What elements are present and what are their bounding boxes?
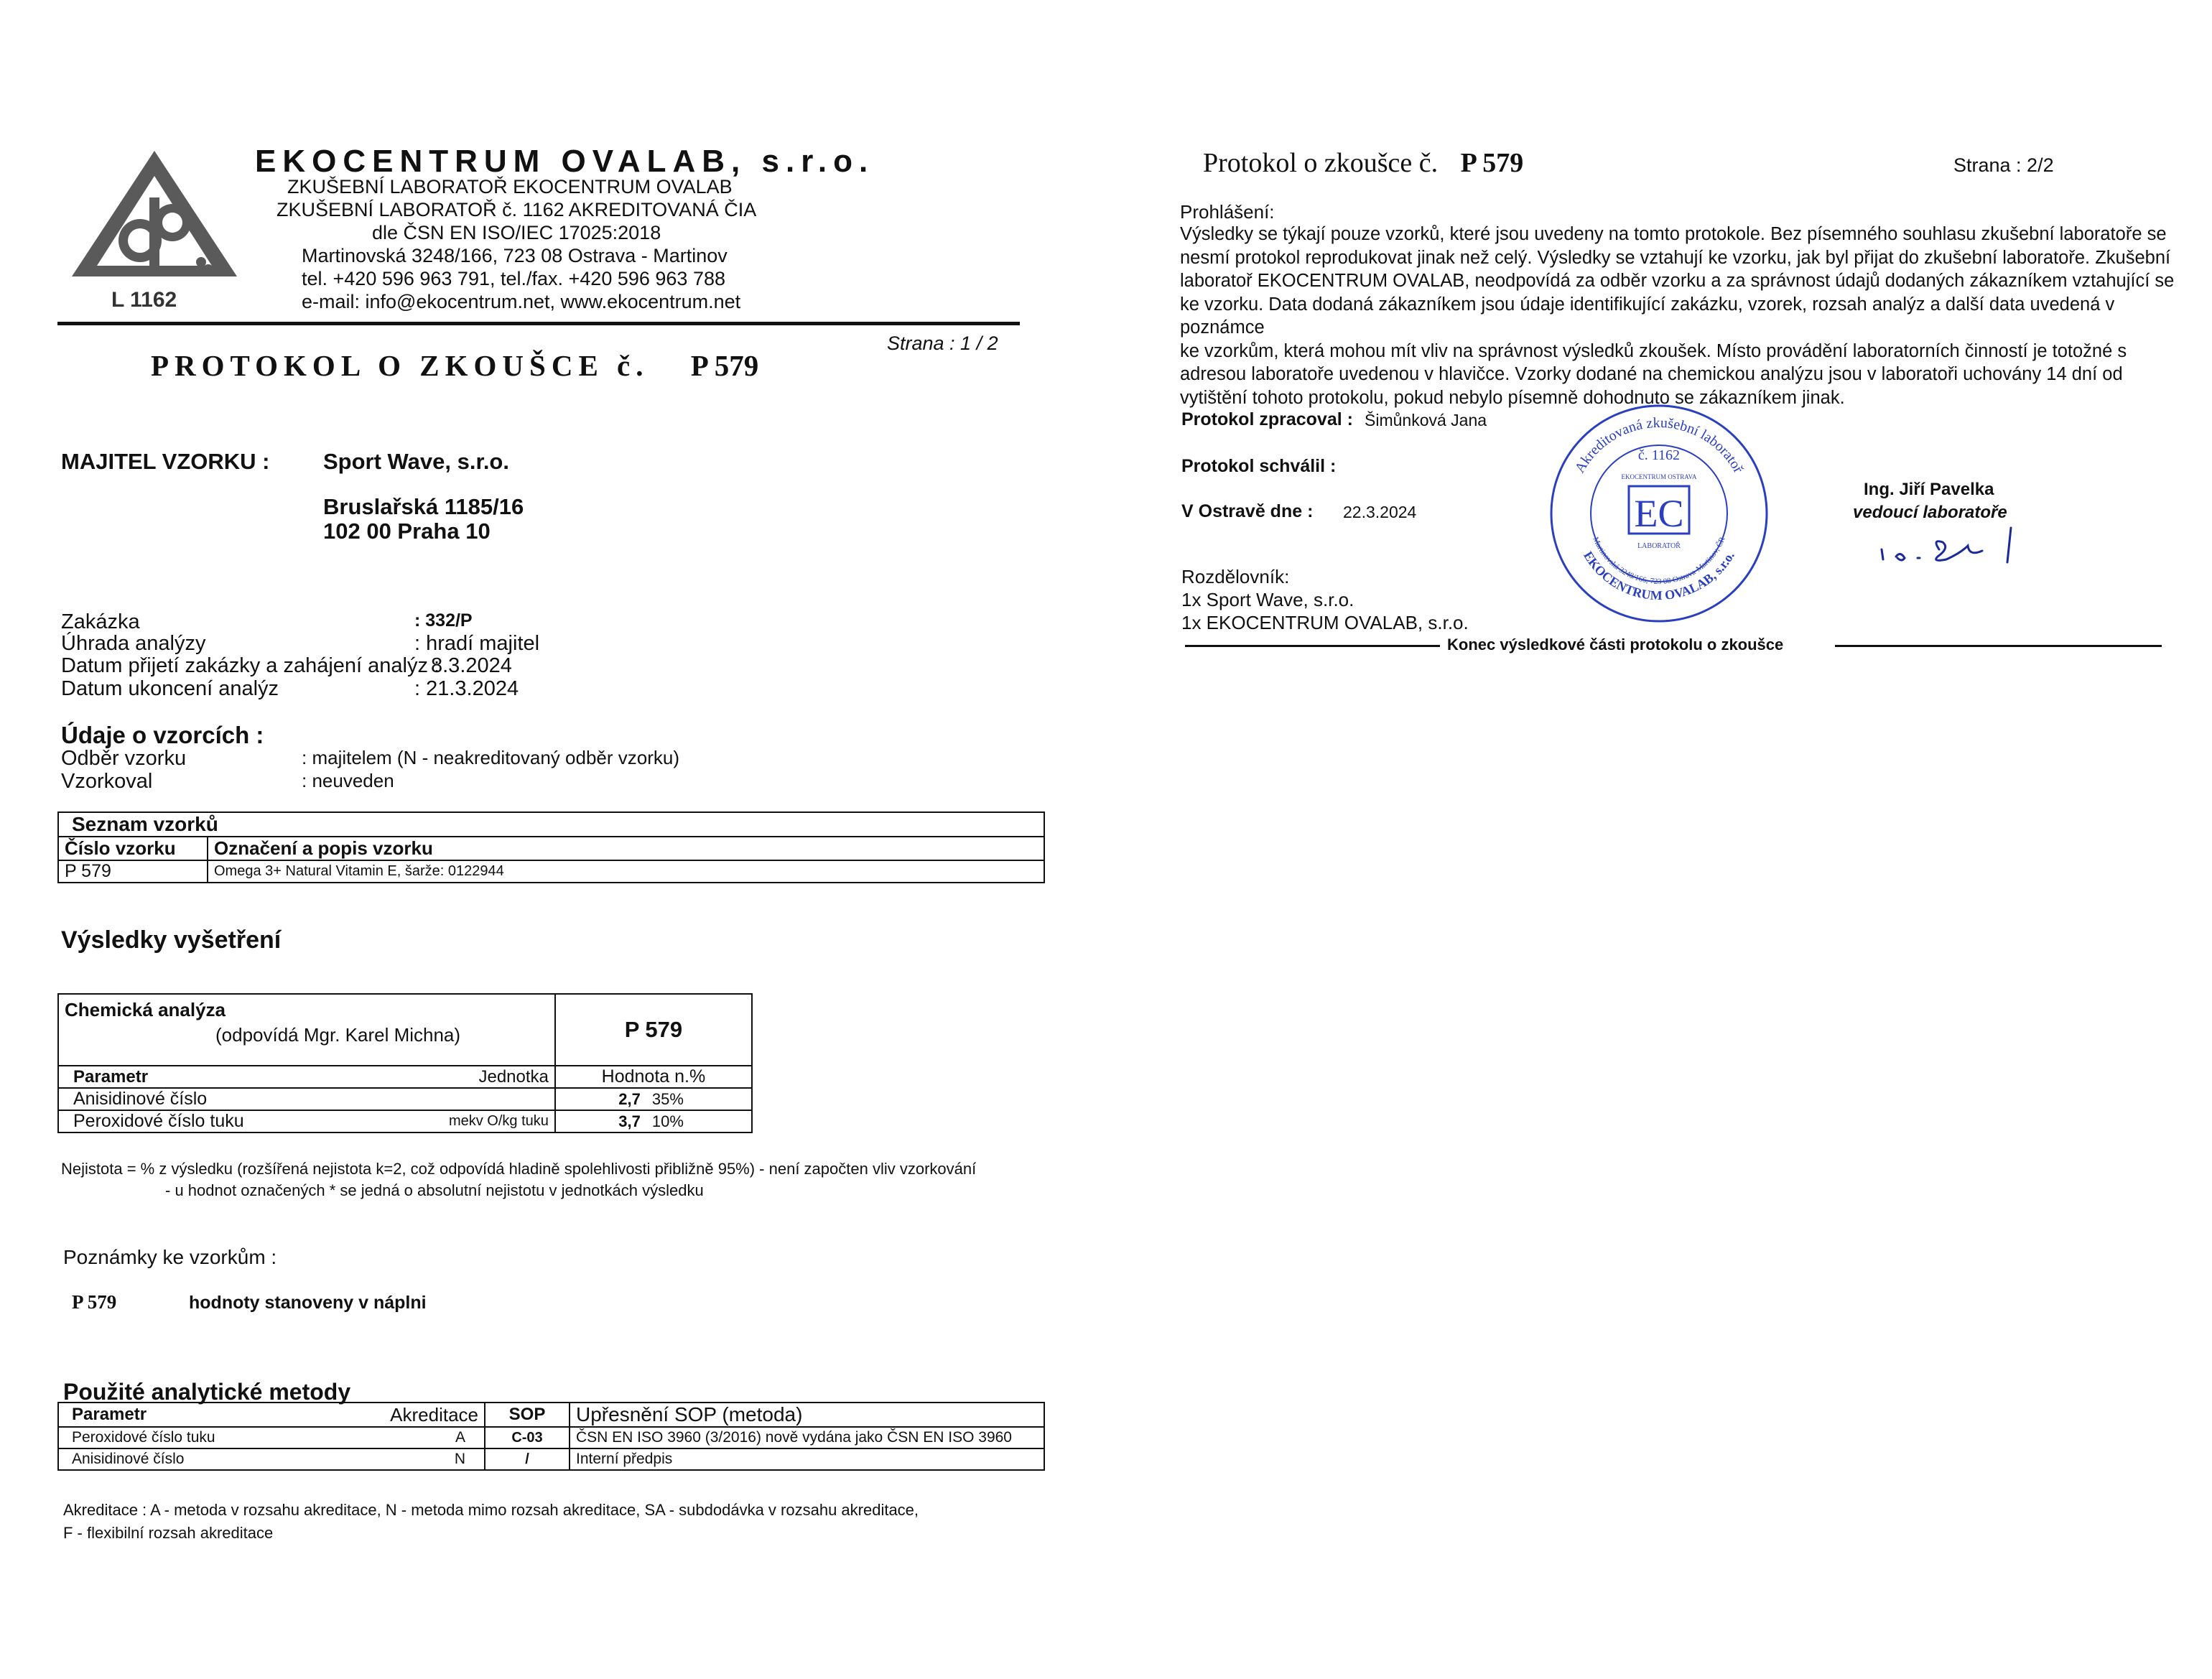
methods-upr-cell: Interní předpis: [570, 1448, 1044, 1470]
notes-text: hodnoty stanoveny v náplni: [189, 1293, 427, 1313]
declaration-line: Výsledky se týkají pouze vzorků, které jsou uvedeny na tomto protokole. Bez písemného souhlasu zkušební laboratoře se: [1180, 224, 2167, 244]
laboratory-logo: [65, 147, 244, 312]
ukonceni-value: : 21.3.2024: [414, 677, 519, 700]
zakazka-label: Zakázka: [61, 610, 140, 633]
methods-upr-header: Upřesnění SOP (metoda): [570, 1403, 1044, 1427]
methods-akr-cell: N: [365, 1448, 485, 1470]
declaration-line: ke vzorku. Data dodaná zákazníkem jsou údaje identifikující zakázku, vzorek, rozsah analýz a další data uvedená v poznámce: [1180, 294, 2115, 338]
methods-akr-header: Akreditace: [365, 1403, 485, 1427]
results-table: [57, 993, 753, 1133]
right-title-text: Protokol o zkoušce č.: [1203, 148, 1439, 178]
methods-heading: Použité analytické metody: [63, 1379, 351, 1405]
odber-label: Odběr vzorku: [61, 747, 187, 770]
end-rule-right: [1835, 645, 2162, 647]
declaration-line: vytištění tohoto protokolu, pokud nebylo písemně dohodnuto se zákazníkem jinak.: [1180, 387, 1845, 408]
header-rule: [57, 322, 1020, 325]
sample-desc-header: Označení a popis vzorku: [208, 837, 1044, 860]
declaration-line: adresou laboratoře uvedenou v hlavičce. Vzorky dodané na chemickou analýzu jsou v laboratoři uchovány 14 dní od: [1180, 364, 2123, 384]
samples-heading: Údaje o vzorcích :: [61, 722, 264, 748]
signer-name: Ing. Jiří Pavelka: [1864, 480, 1994, 499]
declaration-line: ke vzorkům, která mohou mít vliv na správnost výsledků zkoušek. Místo provádění laboratorních činností je totožné s: [1180, 340, 2127, 361]
header-line-5: tel. +420 596 963 791, tel./fax. +420 596 963 788: [302, 268, 725, 289]
stamp-inner-bottom: LABORATOŘ: [1637, 542, 1681, 550]
protocol-number: P 579: [690, 349, 759, 382]
distribution-label: Rozdělovník:: [1181, 566, 1290, 587]
declaration-line: nesmí protokol reprodukovat jinak než celý. Výsledky se vztahují ke vzorku, jak byl přijat do zkušební laboratoře. Zkušební: [1180, 247, 2171, 268]
right-protocol-title: [1203, 147, 1523, 179]
prijeti-label: Datum přijetí zakázky a zahájení analýz :: [61, 654, 440, 677]
table-row: [58, 1427, 1044, 1448]
date-value: 22.3.2024: [1343, 503, 1417, 521]
unit-cell: [372, 1088, 555, 1110]
stamp-number: č. 1162: [1637, 447, 1681, 463]
notes-sample: P 579: [72, 1291, 117, 1313]
methods-param-cell: Anisidinové číslo: [58, 1448, 365, 1470]
signature: [1860, 506, 2032, 571]
value-cell: 2,7: [555, 1088, 646, 1110]
unit-cell: mekv O/kg tuku: [372, 1110, 555, 1132]
methods-param-header: Parametr: [58, 1403, 365, 1427]
declaration-text: [1180, 223, 2200, 409]
logo-label: L 1162: [111, 288, 177, 312]
owner-label: MAJITEL VZORKU :: [61, 449, 270, 474]
sample-list-table: [57, 811, 1045, 883]
value-cell: 3,7: [555, 1110, 646, 1132]
zakazka-value: : 332/P: [414, 610, 473, 631]
zpracoval-value: Šimůnková Jana: [1365, 411, 1487, 429]
sample-number-header: Číslo vzorku: [58, 837, 208, 860]
ukonceni-label: Datum ukoncení analýz: [61, 677, 279, 700]
uncertainty-note-2: - u hodnot označených * se jedná o absolutní nejistotu v jednotkách výsledku: [165, 1181, 704, 1199]
sample-desc-cell: Omega 3+ Natural Vitamin E, šarže: 0122944: [208, 860, 1044, 883]
owner-name: Sport Wave, s.r.o.: [323, 449, 509, 474]
distribution-item: 1x Sport Wave, s.r.o.: [1181, 589, 1354, 610]
uhrada-label: Úhrada analýzy: [61, 632, 206, 655]
page-number-right: Strana : 2/2: [1953, 154, 2054, 176]
header-line-1: ZKUŠEBNÍ LABORATOŘ EKOCENTRUM OVALAB: [287, 176, 733, 197]
value-header: Hodnota n.%: [555, 1066, 752, 1088]
uncertainty-note-1: Nejistota = % z výsledku (rozšířená nejistota k=2, což odpovídá hladině spolehlivosti přibližně 95%) - není započten vliv vzorkování: [61, 1160, 977, 1178]
laboratory-stamp: [1544, 399, 1774, 628]
unit-header: Jednotka: [372, 1066, 555, 1088]
vzorkoval-value: : neuveden: [302, 770, 394, 791]
odber-value: : majitelem (N - neakreditovaný odběr vzorku): [302, 747, 679, 768]
header-line-6: e-mail: info@ekocentrum.net, www.ekocentrum.net: [302, 291, 741, 312]
distribution-item: 1x EKOCENTRUM OVALAB, s.r.o.: [1181, 612, 1469, 633]
protocol-title: [151, 348, 758, 383]
param-cell: Peroxidové číslo tuku: [58, 1110, 372, 1132]
sample-number-cell: P 579: [58, 860, 208, 883]
date-label: V Ostravě dne :: [1181, 501, 1314, 521]
notes-heading: Poznámky ke vzorkům :: [63, 1246, 277, 1268]
chem-title: Chemická analýza: [65, 999, 226, 1020]
stamp-ring-address: Martinovská 3248/166, 723 08 Ostrava-Martinov, ČR: [1591, 535, 1727, 587]
declaration-line: laboratoř EKOCENTRUM OVALAB, neodpovídá za odběr vzorku a za správnost údajů dodaných zákazníkem vztahující se: [1180, 271, 2175, 291]
sample-list-caption: Seznam vzorků: [58, 812, 1044, 837]
table-row: [58, 1110, 752, 1132]
zpracoval-label: Protokol zpracoval :: [1181, 409, 1353, 429]
accreditation-note-2: F - flexibilní rozsah akreditace: [63, 1524, 274, 1542]
methods-sop-header: SOP: [485, 1403, 570, 1427]
declaration-heading: Prohlášení:: [1180, 201, 1275, 223]
accreditation-note-1: Akreditace : A - metoda v rozsahu akreditace, N - metoda mimo rozsah akreditace, SA - subdodávka v rozsahu akreditace,: [63, 1501, 919, 1519]
methods-sop-cell: /: [485, 1448, 570, 1470]
table-row: [58, 860, 1044, 883]
owner-city: 102 00 Praha 10: [323, 518, 491, 544]
table-row: [58, 1448, 1044, 1470]
stamp-ring-bottom: EKOCENTRUM OVALAB, s.r.o.: [1581, 549, 1737, 603]
param-cell: Anisidinové číslo: [58, 1088, 372, 1110]
chem-responsible: (odpovídá Mgr. Karel Michna): [215, 1024, 461, 1046]
methods-param-cell: Peroxidové číslo tuku: [58, 1427, 365, 1448]
uhrada-value: : hradí majitel: [414, 632, 540, 655]
stamp-inner-top: EKOCENTRUM OSTRAVA: [1621, 473, 1697, 480]
protocol-title-text: PROTOKOL O ZKOUŠCE č.: [151, 349, 649, 382]
stamp-ring-top: Akreditovaná zkušební laboratoř: [1571, 414, 1747, 476]
vzorkoval-label: Vzorkoval: [61, 770, 153, 793]
methods-upr-cell: ČSN EN ISO 3960 (3/2016) nově vydána jako ČSN EN ISO 3960: [570, 1427, 1044, 1448]
header-line-3: dle ČSN EN ISO/IEC 17025:2018: [372, 222, 661, 243]
results-heading: Výsledky vyšetření: [61, 926, 282, 954]
schvalil-label: Protokol schválil :: [1181, 456, 1337, 476]
uncertainty-cell: 10%: [646, 1110, 752, 1132]
page-number-left: Strana : 1 / 2: [887, 332, 998, 354]
result-sample-column: P 579: [555, 994, 752, 1066]
end-rule-left: [1185, 645, 1440, 647]
uncertainty-cell: 35%: [646, 1088, 752, 1110]
right-protocol-number: P 579: [1460, 148, 1524, 178]
company-name: EKOCENTRUM OVALAB, s.r.o.: [255, 144, 875, 179]
param-header: Parametr: [58, 1066, 372, 1088]
stamp-letters: EC: [1634, 492, 1684, 535]
prijeti-value: 8.3.2024: [431, 654, 512, 677]
owner-street: Bruslařská 1185/16: [323, 494, 524, 519]
table-row: [58, 1088, 752, 1110]
methods-table: [57, 1402, 1045, 1471]
header-line-2: ZKUŠEBNÍ LABORATOŘ č. 1162 AKREDITOVANÁ ČIA: [276, 199, 757, 220]
methods-sop-cell: C-03: [485, 1427, 570, 1448]
header-line-4: Martinovská 3248/166, 723 08 Ostrava - Martinov: [302, 245, 728, 266]
end-of-results-text: Konec výsledkové části protokolu o zkoušce: [1447, 636, 1784, 654]
signer-role: vedoucí laboratoře: [1853, 503, 2007, 522]
methods-akr-cell: A: [365, 1427, 485, 1448]
